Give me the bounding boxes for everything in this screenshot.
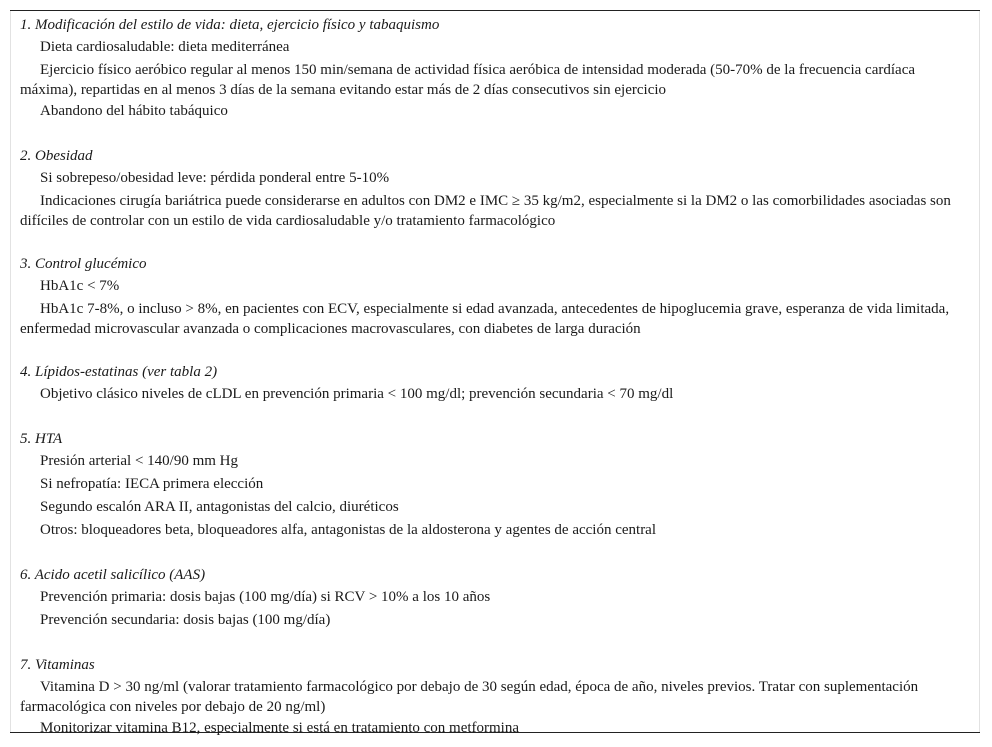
section-glycemic-control — [20, 253, 955, 339]
list-item: Ejercicio físico aeróbico regular al menos 150 min/semana de actividad física aeróbica de intensidad moderada (50-70% de la frecuencia cardíaca máxima), repartidas en al menos 3 días de la semana evitando estar más de 2 días consecutivos sin ejercicio — [20, 62, 916, 98]
list-item: Monitorizar vitamina B12, especialmente si está en tratamiento con metformina — [40, 720, 520, 736]
table-right-border — [979, 11, 980, 732]
section-hta — [20, 428, 955, 542]
section-title: 7. Vitaminas — [20, 657, 95, 673]
list-item: HbA1c < 7% — [40, 278, 120, 294]
section-aas — [20, 564, 955, 632]
section-title: 5. HTA — [20, 431, 63, 447]
list-item: Si sobrepeso/obesidad leve: pérdida ponderal entre 5-10% — [40, 170, 390, 186]
section-title: 2. Obesidad — [20, 148, 93, 164]
section-title: 6. Acido acetil salicílico (AAS) — [20, 567, 206, 583]
list-item: Dieta cardiosaludable: dieta mediterránea — [40, 39, 290, 55]
section-vitamins — [20, 654, 955, 740]
section-title: 3. Control glucémico — [20, 256, 147, 272]
section-obesity — [20, 145, 955, 231]
list-item: Si nefropatía: IECA primera elección — [40, 476, 264, 492]
list-item: Vitamina D > 30 ng/ml (valorar tratamiento farmacológico por debajo de 30 según edad, época de año, niveles previos. Tratar con suplementación farmacológica con niveles por debajo de 20 ng/ml) — [20, 679, 919, 715]
list-item: HbA1c 7-8%, o incluso > 8%, en pacientes con ECV, especialmente si edad avanzada, antecedentes de hipoglucemia grave, esperanza de vida limitada, enfermedad microvascular avanzada o complicaciones macrovasculares, con diabetes de larga duración — [20, 301, 950, 337]
section-lifestyle — [20, 14, 955, 123]
table-content — [20, 14, 955, 740]
table-left-border — [10, 11, 11, 732]
list-item: Otros: bloqueadores beta, bloqueadores alfa, antagonistas de la aldosterona y agentes de acción central — [40, 522, 657, 538]
recommendations-table — [10, 10, 980, 736]
list-item: Objetivo clásico niveles de cLDL en prevención primaria < 100 mg/dl; prevención secundaria < 70 mg/dl — [40, 386, 674, 402]
section-title: 4. Lípidos-estatinas (ver tabla 2) — [20, 364, 218, 380]
list-item: Abandono del hábito tabáquico — [40, 103, 228, 119]
section-lipids-statins — [20, 361, 955, 406]
list-item: Prevención secundaria: dosis bajas (100 mg/día) — [40, 612, 331, 628]
list-item: Segundo escalón ARA II, antagonistas del calcio, diuréticos — [40, 499, 399, 515]
list-item: Prevención primaria: dosis bajas (100 mg/día) si RCV > 10% a los 10 años — [40, 589, 491, 605]
list-item: Presión arterial < 140/90 mm Hg — [40, 453, 239, 469]
list-item: Indicaciones cirugía bariátrica puede considerarse en adultos con DM2 e IMC ≥ 35 kg/m2, especialmente si la DM2 o las comorbilidades asociadas son difíciles de controlar con un estilo de vida cardiosaludable y/o tratamiento farmacológico — [20, 193, 951, 229]
section-title: 1. Modificación del estilo de vida: dieta, ejercicio físico y tabaquismo — [20, 17, 440, 33]
